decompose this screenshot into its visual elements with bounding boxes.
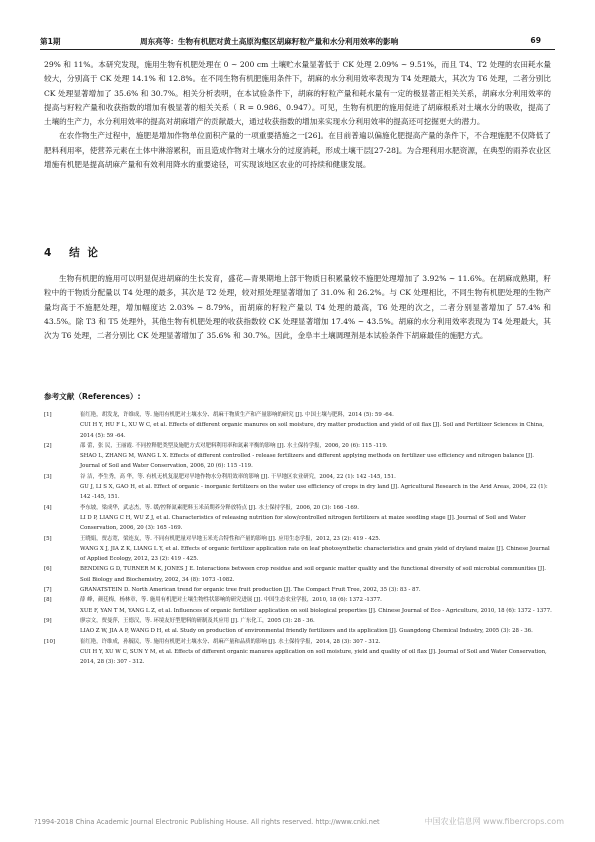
reference-item	[44, 595, 553, 616]
reference-chinese: 廖宗文，贾曼萍，王德汉，等. 环境友好型肥料的研制及其应用 [J]. 广东化工，2005 (3): 28 - 36.	[80, 617, 315, 624]
reference-number: [4]	[44, 504, 52, 511]
body-paragraph: 29% 和 11%。本研究发现，施用生物有机肥处理在 0 ~ 200 cm 土壤贮水量显著低于 CK 处理 2.09% ~ 9.51%，而且 T4、T2 处理的农田耗水量较大，分别高于 CK 处理 14.1% 和 12.8%。在不同生物有机肥施用条件下，胡麻的水分利用效率表现为 T4 处理最大，其次为 T6 处理，二者分别比 CK 处理显著增加了 35.6% 和 30.7%。相关分析表明，在本试验条件下，胡麻的籽粒产量和耗水量有一定的极显著正相关关系，胡麻水分利用效率的提高与籽粒产量和收获指数的增加有极显著的相关关系（ R = 0.986、0.947）。可见，生物有机肥的施用促进了胡麻根系对土壤水分的吸收，提高了土壤的生产力，水分利用效率的提高对胡麻增产的贡献最大，通过收获指数的增加来实现水分利用效率的提高还可挖掘更大的潜力。	[44, 60, 551, 127]
reference-item	[44, 616, 553, 637]
conclusion-text	[44, 272, 551, 343]
reference-number: [5]	[44, 535, 52, 542]
reference-chinese: 王晓娟，贾志宽，梁连友，等. 不同有机肥量对旱地玉米光合特性和产量的影响 [J]. 应用生态学报，2012, 23 (2): 419 - 425.	[80, 535, 381, 542]
reference-chinese: 谷 洁，李生秀，高 华，等. 有机无机复混肥对旱地作物水分利用效率的影响 [J]. 干旱地区农业研究，2004, 22 (1): 142 -145, 151.	[80, 473, 396, 480]
intro-text	[44, 58, 551, 172]
reference-english: LI D P, LIANG C H, WU Z J, et al. Characteristics of releasing nutrition for slow/controlled nitrogen fertilizers at maize seedling stage [J]. Journal of Soil and Water Conservation, 2006, 20 (3): 165 -169.	[80, 514, 526, 532]
reference-item	[44, 503, 553, 534]
section-title: 结 论	[69, 247, 100, 259]
reference-english: CUI H Y, XU W C, SUN Y M, et al. Effects of different organic manures application on soil moisture, yield and quality of oil flax [J]. Journal of Soil and Water Conservation, 2014, 28 (3): 307 - 312.	[80, 648, 547, 666]
reference-item	[44, 472, 553, 503]
reference-item	[44, 585, 553, 595]
reference-chinese: 李东坡，梁成华，武志杰，等. 缓/控释氮素肥料玉米苗期养分释放特点 [J]. 水土保持学报，2006, 20 (3): 166 -169.	[80, 504, 359, 511]
references-heading: 参考文献（References）:	[44, 392, 141, 401]
body-paragraph: 生物有机肥的施用可以明显促进胡麻的生长发育，盛花—青果期地上部干物质日积累量较不施肥处理增加了 3.92% ~ 11.6%。在胡麻成熟期，籽粒中的干物质分配量以 T4 处理的最多，其次是 T2 处理，较对照处理显著增加了 31.0% 和 26.2%。与 CK 处理相比，不同生物有机肥处理的生物产量均高于不施肥处理，增加幅度达 2.03% ~ 8.79%，而胡麻的籽粒产量以 T4 处理的最高，T6 处理的次之，二者分别显著增加了 57.4% 和 43.5%。除 T3 和 T5 处理外，其他生物有机肥处理的收获指数较 CK 处理显著增加 17.4% ~ 43.5%。胡麻的水分利用效率表现为 T4 处理最大，其次为 T6 处理，二者分别比 CK 处理显著增加了 35.6% 和 30.7%。因此，金阜丰土壤调理剂是本试验条件下胡麻最佳的施肥方式。	[44, 274, 551, 341]
reference-english: WANG X J, JIA Z K, LIANG L Y, et al. Effects of organic fertilizer application rate on leaf photosynthetic characteristics and grain yield of dryland maize [J]. Chinese Journal of Applied Ecology, 2012, 23 (2): 419 - 425.	[80, 545, 550, 563]
reference-english: LIAO Z W, JIA A P, WANG D H, et al. Study on production of environmental friendly fertilizers and its application [J]. Guangdong Chemical Industry, 2005 (3): 28 - 36.	[80, 628, 533, 635]
reference-number: [1]	[44, 412, 52, 418]
reference-item	[44, 441, 553, 472]
page-number: 69	[530, 36, 541, 45]
reference-number: [8]	[44, 597, 52, 604]
reference-number: [2]	[44, 442, 52, 449]
reference-number: [9]	[44, 617, 52, 624]
reference-english: XUE F, YAN T M, YANG L Z, et al. Influences of organic fertilizer application on soil biological properties [J]. Chinese Journal of Eco - Agriculture, 2010, 18 (6): 1372 - 1377.	[80, 607, 552, 614]
section-number: 4	[44, 247, 54, 259]
reference-number: [3]	[44, 473, 52, 480]
watermark-text: 中国农业信息网 www.fibercrops.com	[424, 817, 564, 826]
reference-chinese: 薛 峰，颜廷梅，杨林章，等. 施用有机肥对土壤生物性状影响的研究进展 [J]. 中国生态农业学报，2010, 18 (6): 1372 -1377.	[80, 597, 382, 604]
copyright-notice: ?1994-2018 China Academic Journal Electronic Publishing House. All rights reserved. http://www.cnki.net	[34, 818, 380, 826]
reference-item	[44, 637, 553, 668]
reference-number: [10]	[44, 638, 56, 645]
running-title: 周东亮等：生物有机肥对黄土高原沟壑区胡麻籽粒产量和水分利用效率的影响	[140, 37, 399, 46]
reference-number: [6]	[44, 566, 52, 573]
reference-english: GRANATSTEIN D. North American trend for organic tree fruit production [J]. The Compact Fruit Tree, 2002, 35 (3): 83 - 87.	[80, 587, 421, 594]
reference-english: GU J, LI S X, GAO H, et al. Effect of organic - inorganic fertilizers on the water use efficiency of crops in dry land [J]. Agricultural Research in the Arid Areas, 2004, 22 (1): 142 -145, 151.	[80, 484, 548, 501]
body-paragraph: 在农作物生产过程中，施肥是增加作物单位面积产量的一项重要措施之一[26]。在目前普遍以偏施化肥提高产量的条件下，不合理施肥不仅降低了肥料利用率，使营养元素在土体中淋溶累积，而且造成作物对土壤水分的过度消耗，形成土壤干层[27-28]。为合理利用水肥资源，在典型的雨养农业区增施有机肥是提高胡麻产量和有效利用降水的重要途径，可实现该地区农业的可持续和健康发展。	[44, 131, 551, 170]
reference-number: [7]	[44, 587, 52, 594]
section-heading-conclusion	[44, 245, 100, 260]
reference-english: CUI H Y, HU F L, XU W C, et al. Effects of different organic manures on soil moisture, dry matter production and yield of oil flax [J]. Soil and Fertilizer Sciences in China, 2014 (5): 59 -64.	[80, 422, 544, 439]
reference-item	[44, 564, 553, 585]
reference-english: SHAO L, ZHANG M, WANG L X. Effects of different controlled - release fertilizers and different applying methods on fertilizer use efficiency and nitrogen balance [J]. Journal of Soil and Water Conservation, 2006, 20 (6): 115 -119.	[80, 453, 534, 470]
reference-chinese: 崔红艳，胡发龙，许维成，等. 施用有机肥对土壤水分、胡麻干物质生产和产量影响的研究 [J]. 中国土壤与肥料，2014 (5): 59 -64.	[80, 412, 394, 418]
reference-chinese: 崔红艳，许维成，孙毓民，等. 施用有机肥对土壤水分、胡麻产量和品质的影响 [J]. 水土保持学报，2014, 28 (3): 307 - 312.	[80, 638, 381, 645]
running-header	[40, 33, 555, 50]
reference-item	[44, 410, 553, 441]
page-footer	[34, 818, 564, 830]
reference-chinese: 邵 蕾，张 民，王丽霞. 不同控释肥类型及施肥方式对肥料利用率和氮素平衡的影响 [J]. 水土保持学报，2006, 20 (6): 115 -119.	[80, 442, 388, 449]
reference-item	[44, 534, 553, 565]
reference-list	[44, 410, 553, 667]
reference-english: BENDING G D, TURNER M K, JONES J E. Interactions between crop residue and soil organic matter quality and the functional diversity of soil microbial communities [J]. Soil Biology and Biochemistry, 2002, 34 (8): 1073 -1082.	[80, 566, 547, 583]
issue-label: 第1期	[40, 37, 61, 46]
